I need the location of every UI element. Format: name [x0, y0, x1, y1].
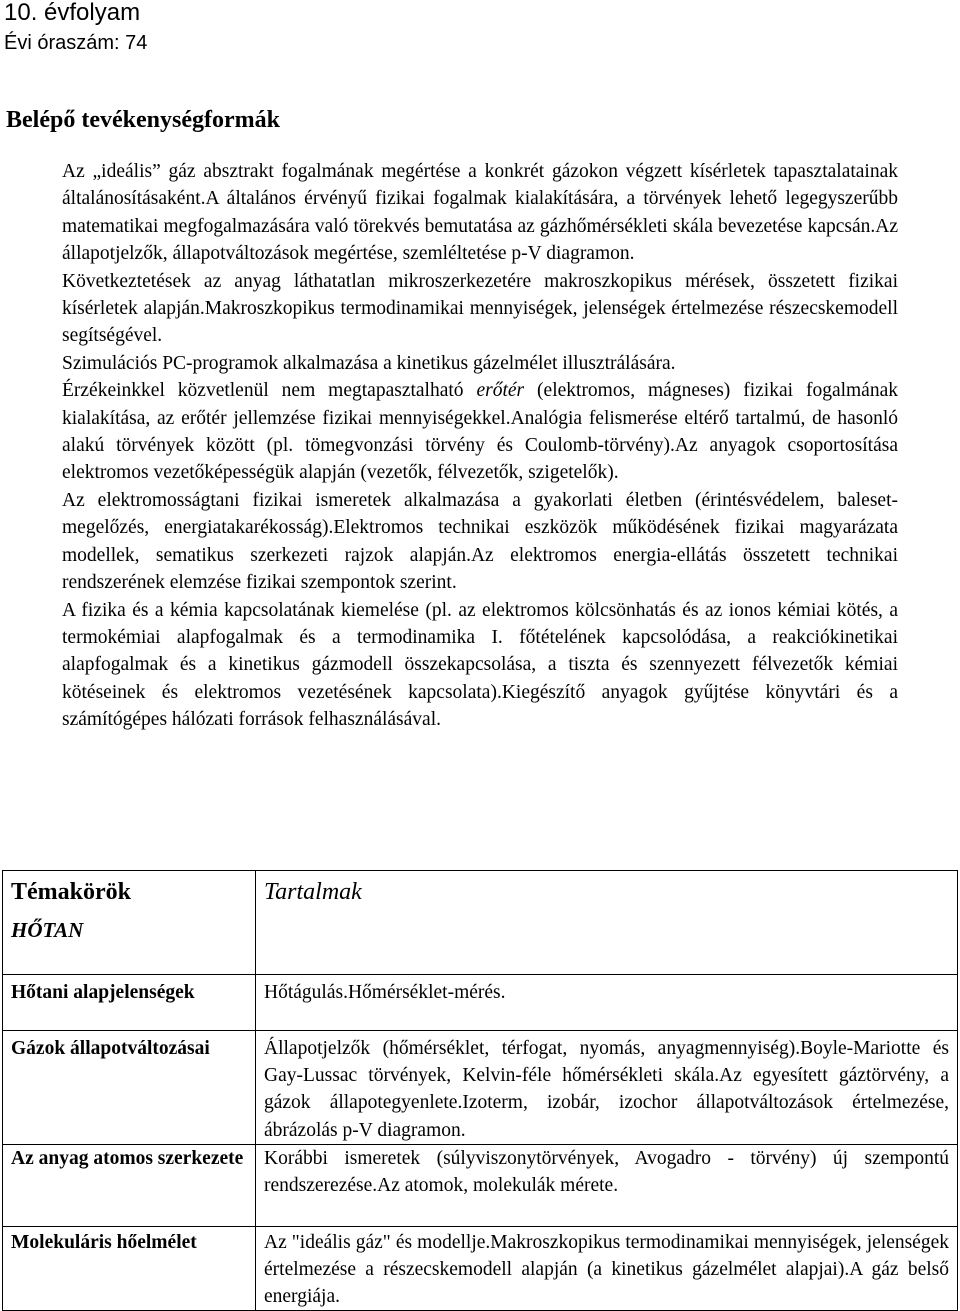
- paragraph-microstructure: Következtetések az anyag láthatatlan mikroszerkezetére makroszkopikus mérések, összetett fizikai kísérletek alapján.Makroszkopikus termodinamikai mennyiségek, jelenségek értelmezése részecskemodell segítségével.: [62, 270, 898, 347]
- topic-cell: Az anyag atomos szerkezete: [3, 1144, 256, 1226]
- content-cell: Az "ideális gáz" és modellje.Makroszkopikus termodinamikai mennyiségek, jelenségek értelmezése a részecskemodell alapján (a kinetikus gázelmélet alapjai).A gáz belső energiája.: [256, 1226, 958, 1311]
- section-name: HŐTAN: [11, 918, 84, 942]
- table-row: [3, 975, 958, 1031]
- col-topics-heading: Témakörök: [11, 879, 131, 905]
- grade-title: 10. évfolyam: [4, 0, 141, 26]
- paragraph-force-field: [62, 377, 898, 487]
- activity-text: [62, 158, 898, 734]
- topic-cell: Hőtani alapjelenségek: [3, 975, 256, 1031]
- header-cell-contents: [256, 871, 958, 975]
- topic-cell: Gázok állapotváltozásai: [3, 1031, 256, 1145]
- col-contents-heading: Tartalmak: [264, 879, 362, 905]
- paragraph-simulation: Szimulációs PC-programok alkalmazása a kinetikus gázelmélet illusztrálására.: [62, 352, 676, 374]
- content-cell: Korábbi ismeretek (súlyviszonytörvények, Avogadro - törvény) új szempontú rendszerezése.Az atomok, molekulák mérete.: [256, 1144, 958, 1226]
- paragraph-electricity: Az elektromosságtani fizikai ismeretek alkalmazása a gyakorlati életben (érintésvédelem, baleset-megelőzés, energiatakarékosság).Elektromos technikai eszközök működésének fizikai magyarázata modellek, sematikus szerkezeti rajzok alapján.Az elektromos energia-ellátás összetett technikai rendszerének elemzése fizikai szempontok szerint.: [62, 489, 898, 594]
- paragraph-ideal-gas: Az „ideális” gáz absztrakt fogalmának megértése a konkrét gázokon végzett kísérletek tapasztalatainak általánosításaként.A általános érvényű fizikai fogalmak kialakítására, a törvények lehető legegyszerűbb matematikai megfogalmazására való törekvés bemutatása az gázhőmérsékleti skála bevezetése kapcsán.Az állapotjelzők, állapotváltozások megértése, szemléltetése p-V diagramon.: [62, 161, 898, 265]
- p4-emphasis: erőtér: [476, 380, 525, 402]
- p4-text-before: Érzékeinkkel közvetlenül nem megtapasztalható: [62, 380, 477, 402]
- table-row: [3, 1031, 958, 1145]
- table-header-row: [3, 871, 958, 975]
- topics-table: [2, 870, 958, 1311]
- p4-text-after: (elektromos, mágneses) fizikai fogalmának kialakítása, az erőtér jellemzése fizikai mennyiségekkel.Analógia felismerése eltérő tartalmú, de hasonló alakú törvények között (pl. tömegvonzási törvény és Coulomb-törvény).Az anyagok csoportosítása elektromos vezetőképességük alapján (vezetők, félvezetők, szigetelők).: [62, 380, 898, 484]
- topic-cell: Molekuláris hőelmélet: [3, 1226, 256, 1311]
- content-cell: Hőtágulás.Hőmérséklet-mérés.: [256, 975, 958, 1031]
- table-row: [3, 1144, 958, 1226]
- paragraph-physics-chemistry: A fizika és a kémia kapcsolatának kiemelése (pl. az elektromos kölcsönhatás és az ionos kémiai kötés, a termokémiai alapfogalmak és a termodinamika I. főtételének kapcsolódása, a reakciókinetikai alapfogalmak és a kinetikus gázmodell összekapcsolása, a tiszta és szennyezett félvezetők kémiai kötéseinek és elektromos vezetésének kapcsolata).Kiegészítő anyagok gyűjtése könyvtári és a számítógépes hálózati források felhasználásával.: [62, 599, 898, 731]
- content-cell: Állapotjelzők (hőmérséklet, térfogat, nyomás, anyagmennyiség).Boyle-Mariotte és Gay-Lussac törvények, Kelvin-féle hőmérsékleti skála.Az egyesített gáztörvény, a gázok állapotegyenlete.Izoterm, izobár, izochor állapotváltozások értelmezése, ábrázolás p-V diagramon.: [256, 1031, 958, 1145]
- annual-hours: Évi óraszám: 74: [4, 32, 148, 54]
- table-row: [3, 1226, 958, 1311]
- header-cell-topics: [3, 871, 256, 975]
- section-heading: Belépő tevékenységformák: [6, 107, 280, 133]
